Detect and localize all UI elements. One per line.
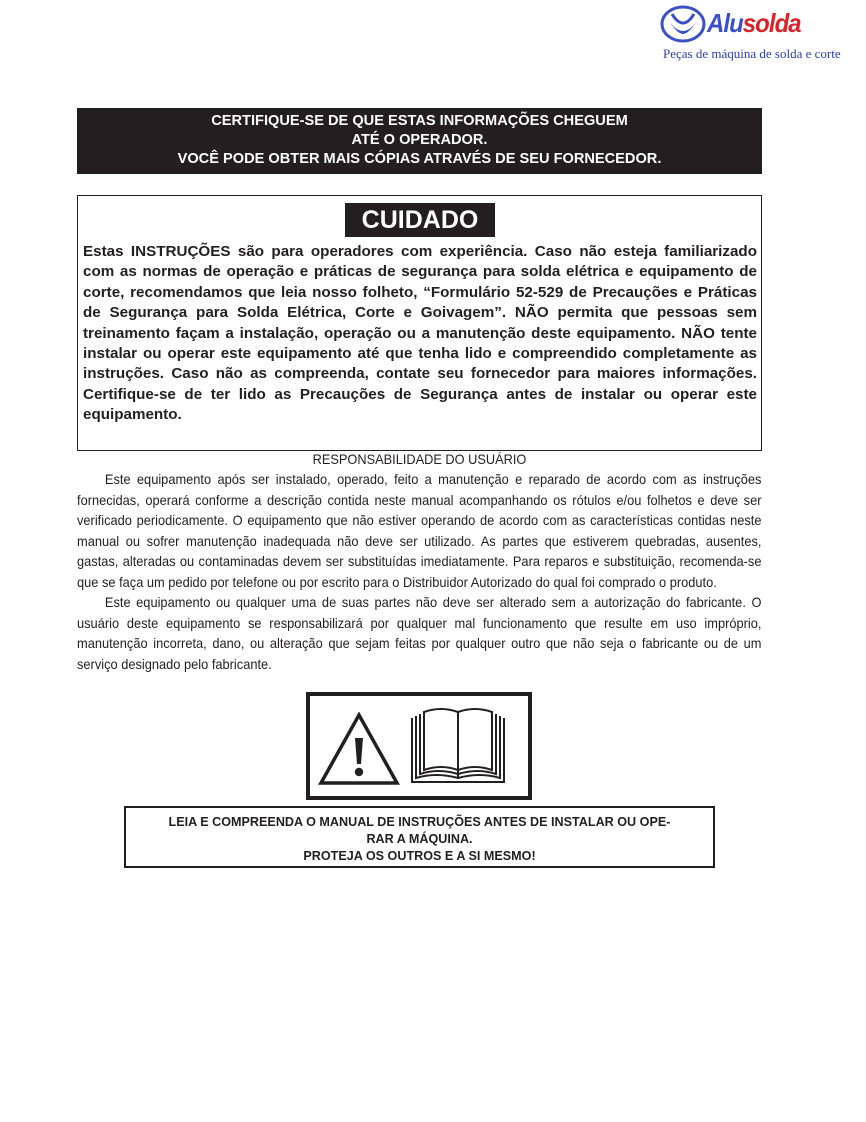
notice-line-2: RAR A MÁQUINA.: [366, 832, 473, 846]
logo-wordmark-red: solda: [742, 8, 801, 38]
banner-line-2: ATÉ O OPERADOR.: [351, 132, 488, 148]
caution-text: [83, 242, 757, 426]
open-book-icon: [408, 708, 508, 788]
warning-triangle-icon: [318, 712, 400, 786]
logo-tagline: Peças de máquina de solda e corte: [663, 46, 841, 61]
responsibility-body: [77, 470, 762, 675]
responsibility-paragraph-1: Este equipamento após ser instalado, operado, feito a manutenção e reparado de acordo com as instruções fornecidas, operará conforme a descrição contida neste manual acompanhando os rótulos e/ou folhetos e deve ser verificado periodicamente. O equipamento que não estiver operando de acordo com as características contidas neste manual ou sofrer manutenção inadequada não deve ser utilizado. As partes que estiverem quebradas, ausentes, gastas, alteradas ou contaminadas devem ser substituídas imediatamente. Para reparos e substituição, recomenda-se que se faça um pedido por telefone ou por escrito para o Distribuidor Autorizado do qual foi comprado o produto.: [77, 472, 762, 590]
logo-wordmark: [707, 8, 801, 39]
caution-box: [77, 195, 762, 451]
notice-line-1: LEIA E COMPREENDA O MANUAL DE INSTRUÇÕES ANTES DE INSTALAR OU OPE-: [168, 815, 671, 829]
top-warning-banner: [77, 108, 762, 174]
alusolda-logo: [655, 2, 855, 64]
responsibility-paragraph-2: Este equipamento ou qualquer uma de suas partes não deve ser alterado sem a autorização do fabricante. O usuário deste equipamento se responsabilizará por qualquer mal funcionamento que resulte em uso impróprio, manutenção incorreta, dano, ou alteração que sejam feitas por qualquer outro que não seja o fabricante ou de um serviço designado pelo fabricante.: [77, 595, 762, 672]
safety-icons-box: [306, 692, 532, 800]
logo-swoosh-icon: [659, 4, 707, 44]
responsibility-heading: RESPONSABILIDADE DO USUÁRIO: [312, 452, 527, 467]
caution-paragraph: Estas INSTRUÇÕES são para operadores com experiência. Caso não esteja familiarizado com as normas de operação e práticas de segurança para solda elétrica e equipamento de corte, recomendamos que leia nosso folheto, “Formulário 52-529 de Precauções e Práticas de Segurança para Solda Elétrica, Corte e Goivagem”. NÃO permita que pessoas sem treinamento façam a instalação, operação ou a manutenção deste equipamento. NÃO tente instalar ou operar este equipamento até que tenha lido e compreendido completamente as instruções. Caso não as compreenda, contate seu fornecedor para maiores informações. Certifique-se de ter lido as Precauções de Segurança antes de instalar ou operar este equipamento.: [83, 243, 757, 424]
read-manual-notice: [124, 806, 715, 868]
banner-line-3: VOCÊ PODE OBTER MAIS CÓPIAS ATRAVÉS DE SEU FORNECEDOR.: [177, 151, 662, 167]
logo-wordmark-blue: Alu: [707, 8, 743, 38]
caution-title: CUIDADO: [345, 203, 495, 237]
banner-line-1: CERTIFIQUE-SE DE QUE ESTAS INFORMAÇÕES CHEGUEM: [211, 113, 628, 129]
notice-line-3: PROTEJA OS OUTROS E A SI MESMO!: [303, 849, 536, 863]
